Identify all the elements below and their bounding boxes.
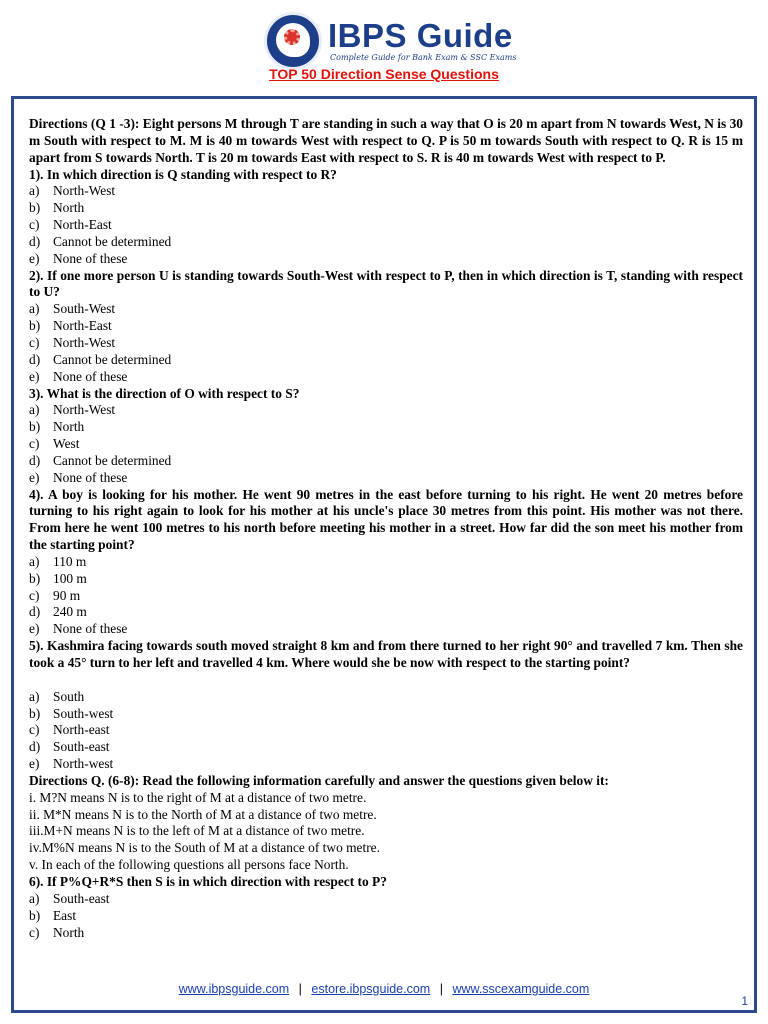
option-text: None of these [53,621,128,637]
option-label: c) [29,217,40,233]
option-text: 110 m [53,553,87,569]
option-label: e) [29,250,40,266]
option-text: 240 m [53,604,87,620]
option-label: a) [29,301,40,317]
option-item [29,689,743,706]
document-body [29,116,743,941]
option-text: North-East [53,318,112,334]
option-label: a) [29,890,40,906]
rule-2: ii. M*N means N is to the North of M at a distance of two metre. [29,806,377,822]
option-label: d) [29,604,41,620]
footer-separator: | [298,982,302,996]
option-label: b) [29,419,41,435]
option-label: d) [29,452,41,468]
logo [264,12,516,70]
option-item [29,183,743,200]
option-text: Cannot be determined [53,351,172,367]
option-label: a) [29,688,40,704]
rule-4: iv.M%N means N is to the South of M at a distance of two metre. [29,840,380,856]
option-item [29,571,743,588]
option-item [29,200,743,217]
option-label: d) [29,351,41,367]
document-title: TOP 50 Direction Sense Questions [269,66,499,82]
option-label: a) [29,183,40,199]
footer-separator: | [439,982,443,996]
option-item [29,369,743,386]
page-number: 1 [741,994,748,1008]
option-label: b) [29,907,41,923]
footer-link-estore[interactable]: estore.ibpsguide.com [311,982,431,996]
option-text: South-east [53,739,110,755]
option-item [29,739,743,756]
option-text: North-West [53,334,116,350]
option-text: Cannot be determined [53,452,172,468]
options-q3 [29,402,743,486]
option-item [29,436,743,453]
option-item [29,621,743,638]
option-label: d) [29,739,41,755]
options-q2 [29,301,743,385]
option-label: e) [29,621,40,637]
option-item [29,588,743,605]
option-item [29,891,743,908]
question-5: 5). Kashmira facing towards south moved straight 8 km and from there turned to her right 90° and travelled 7 km. Then she took a 45° turn to her left and travelled 4 km. Where would she be now with respect to the starting point? [29,638,743,670]
option-label: b) [29,570,41,586]
rule-1: i. M?N means N is to the right of M at a distance of two metre. [29,789,367,805]
footer-links [0,982,768,996]
question-2: 2). If one more person U is standing towards South-West with respect to P, then in which direction is T, standing with respect to U? [29,267,743,300]
option-item [29,251,743,268]
directions-q6-8: Directions Q. (6-8): Read the following information carefully and answer the questions given below it: [29,772,609,788]
options-q4 [29,554,743,638]
option-text: Cannot be determined [53,233,172,249]
blank-line [29,672,743,689]
option-text: South-west [53,705,114,721]
option-item [29,453,743,470]
option-item [29,706,743,723]
option-label: b) [29,318,41,334]
option-text: North-East [53,217,112,233]
option-item [29,234,743,251]
option-item [29,722,743,739]
rule-5: v. In each of the following questions all persons face North. [29,857,349,873]
option-text: North [53,200,85,216]
question-4: 4). A boy is looking for his mother. He went 90 metres in the east before turning to his right. He went 20 metres before turning to his right again to look for his mother at his uncle's place 30 metres from this point. His mother was not there. From here he went 100 metres to his north before meeting his mother in a street. How far did the son meet his mother from the starting point? [29,486,743,553]
option-label: c) [29,924,40,940]
logo-name: IBPS Guide [328,17,513,54]
option-item [29,925,743,942]
option-text: North-east [53,722,110,738]
logo-tagline: Complete Guide for Bank Exam & SSC Exams [330,53,517,62]
option-text: South-east [53,890,110,906]
option-label: b) [29,200,41,216]
option-text: North [53,419,85,435]
option-label: c) [29,587,40,603]
question-3: 3). What is the direction of O with respect to S? [29,385,300,401]
option-text: North-West [53,183,116,199]
option-text: None of these [53,469,128,485]
options-q1 [29,183,743,267]
option-item [29,318,743,335]
option-item [29,335,743,352]
option-text: East [53,907,77,923]
option-label: a) [29,553,40,569]
option-label: c) [29,722,40,738]
option-label: c) [29,334,40,350]
brain-head-icon [264,12,322,70]
option-label: e) [29,469,40,485]
option-label: e) [29,756,40,772]
option-item [29,470,743,487]
option-text: None of these [53,250,128,266]
option-label: b) [29,705,41,721]
option-text: None of these [53,368,128,384]
option-item [29,756,743,773]
options-q6 [29,891,743,942]
option-item [29,217,743,234]
question-6: 6). If P%Q+R*S then S is in which direction with respect to P? [29,873,387,889]
question-1: 1). In which direction is Q standing with respect to R? [29,166,337,182]
option-label: d) [29,233,41,249]
option-text: 90 m [53,587,81,603]
option-item [29,301,743,318]
footer-link-ibpsguide[interactable]: www.ibpsguide.com [178,982,290,996]
option-label: a) [29,402,40,418]
option-item [29,908,743,925]
option-item [29,419,743,436]
page-header [0,0,768,92]
option-text: South-West [53,301,116,317]
footer-link-sscexamguide[interactable]: www.sscexamguide.com [452,982,590,996]
option-text: South [53,688,85,704]
option-item [29,402,743,419]
directions-q1-3: Directions (Q 1 -3): Eight persons M through T are standing in such a way that O is 20 m apart from N towards West, N is 30 m South with respect to M. M is 40 m towards West with respect to Q. P is 50 m towards South with respect to Q. R is 15 m apart from S towards North. T is 20 m towards East with respect to S. R is 40 m towards West with respect to P. [29,116,743,165]
rule-3: iii.M+N means N is to the left of M at a distance of two metre. [29,823,365,839]
option-item [29,352,743,369]
option-text: 100 m [53,570,87,586]
option-label: c) [29,436,40,452]
option-item [29,604,743,621]
option-label: e) [29,368,40,384]
option-item [29,554,743,571]
option-text: North-West [53,402,116,418]
option-text: North-west [53,756,114,772]
option-text: North [53,924,85,940]
option-text: West [53,436,80,452]
options-q5 [29,689,743,773]
